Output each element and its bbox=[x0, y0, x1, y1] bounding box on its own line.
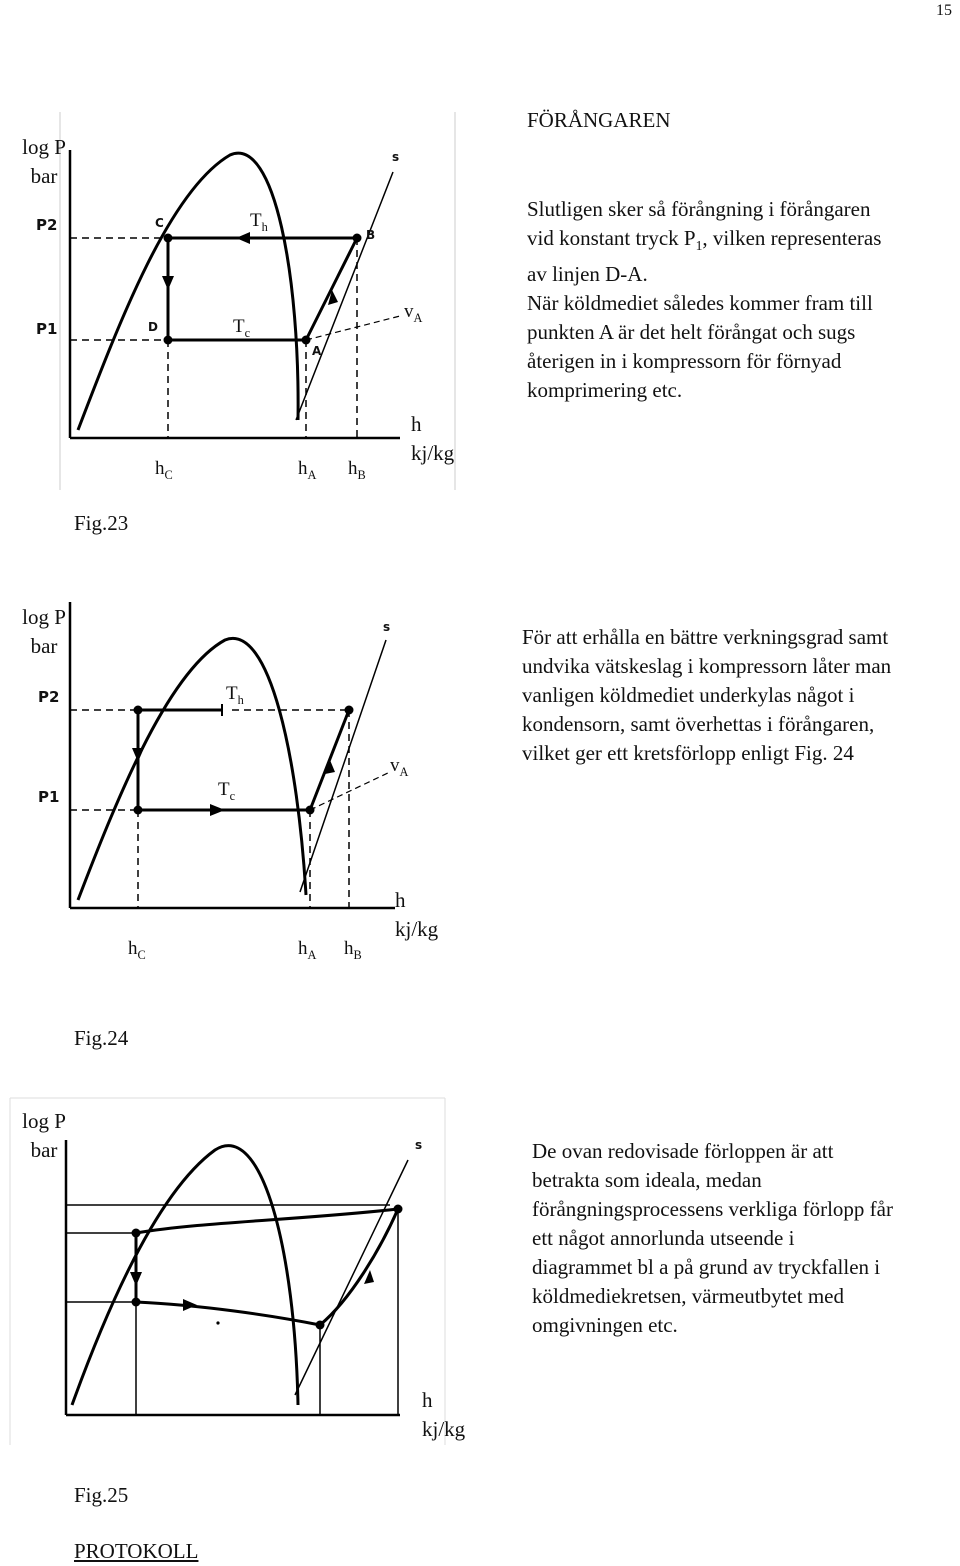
fig23-arrow-left bbox=[236, 232, 250, 244]
fig24-hb-label: $h_B$ bbox=[344, 938, 362, 962]
fig25-caption: Fig.25 bbox=[74, 1483, 129, 1507]
fig24-x-axis-label: h kj/kg bbox=[395, 888, 439, 941]
fig23-point-a bbox=[302, 336, 311, 345]
fig23-s-line bbox=[296, 172, 393, 420]
fig23-tc-label: $T_c$ bbox=[233, 316, 251, 340]
protokoll-heading: PROTOKOLL bbox=[74, 1539, 199, 1563]
fig24-s-label: s bbox=[383, 620, 391, 634]
fig23-point-d bbox=[164, 336, 173, 345]
fig24-caption: Fig.24 bbox=[74, 1026, 129, 1050]
fig23-line-ab bbox=[306, 238, 357, 340]
fig25-s-label: s bbox=[415, 1138, 423, 1152]
fig23-x-axis-label: h kj/kg bbox=[411, 412, 455, 465]
fig23-hb-label: $h_B$ bbox=[348, 458, 366, 482]
fig23-va-label: $v_A$ bbox=[404, 301, 423, 325]
fig24-va-label: $v_A$ bbox=[390, 755, 409, 779]
fig23-caption: Fig.23 bbox=[74, 511, 129, 535]
fig23-th-label: $T_h$ bbox=[250, 210, 268, 234]
fig23-s-label: s bbox=[392, 150, 400, 164]
fig25-x-axis-label: h kj/kg bbox=[422, 1388, 466, 1441]
fig23-ha-label: $h_A$ bbox=[298, 458, 317, 482]
fig24-ha-label: $h_A$ bbox=[298, 938, 317, 962]
fig23-p2-label: P2 bbox=[36, 216, 58, 234]
fig24-y-axis-label: log P bar bbox=[22, 605, 66, 658]
page-number: 15 bbox=[936, 2, 952, 19]
fig23-y-axis-label: log P bar bbox=[22, 135, 66, 188]
fig24-p2-label: P2 bbox=[38, 688, 60, 706]
fig23-point-b-label: B bbox=[366, 228, 376, 242]
fig24-hc-label: $h_C$ bbox=[128, 938, 146, 962]
fig24-tc-label: $T_c$ bbox=[218, 779, 236, 803]
fig23-arrow-down bbox=[162, 276, 174, 290]
fig23-saturation-dome bbox=[78, 153, 298, 430]
fig25-y-axis-label: log P bar bbox=[22, 1109, 66, 1162]
fig23-va-dashed bbox=[306, 316, 400, 340]
fig24-th-label: $T_h$ bbox=[226, 683, 244, 707]
fig23-hc-label: $h_C$ bbox=[155, 458, 173, 482]
fig23-point-d-label: D bbox=[148, 320, 158, 334]
fig23-point-a-label: A bbox=[312, 344, 322, 358]
fig23-point-c bbox=[164, 234, 173, 243]
fig23-heading: FÖRÅNGAREN bbox=[527, 108, 671, 132]
fig23-point-b bbox=[353, 234, 362, 243]
fig24-p1-label: P1 bbox=[38, 788, 60, 806]
fig25-paragraph: De ovan redovisade förloppen är att betrakta som ideala, medan förångningsprocessens verkliga förlopp får ett något annorlunda utseende i diagrammet bl a på grund av tryckfallen i köldmediekretsen, värmeutbytet med omgivningen etc. bbox=[532, 1139, 893, 1337]
fig23-point-c-label: C bbox=[155, 216, 164, 230]
fig24-paragraph: För att erhålla en bättre verkningsgrad samt undvika vätskeslag i kompressorn låter man vanligen köldmediet underkylas något i kondensorn, samt överhettas i förångaren, vilket ger ett kretsförlopp enligt Fig. 24 bbox=[522, 625, 892, 765]
fig23-paragraph: Slutligen sker så förångning i förångaren vid konstant tryck $P_1$, vilken representeras av linjen D-A. När köldmediet således kommer fram till punkten A är det helt förångat och sugs återigen in i kompressorn för förnyad komprimering etc. bbox=[527, 197, 882, 403]
fig23-p1-label: P1 bbox=[36, 320, 58, 338]
